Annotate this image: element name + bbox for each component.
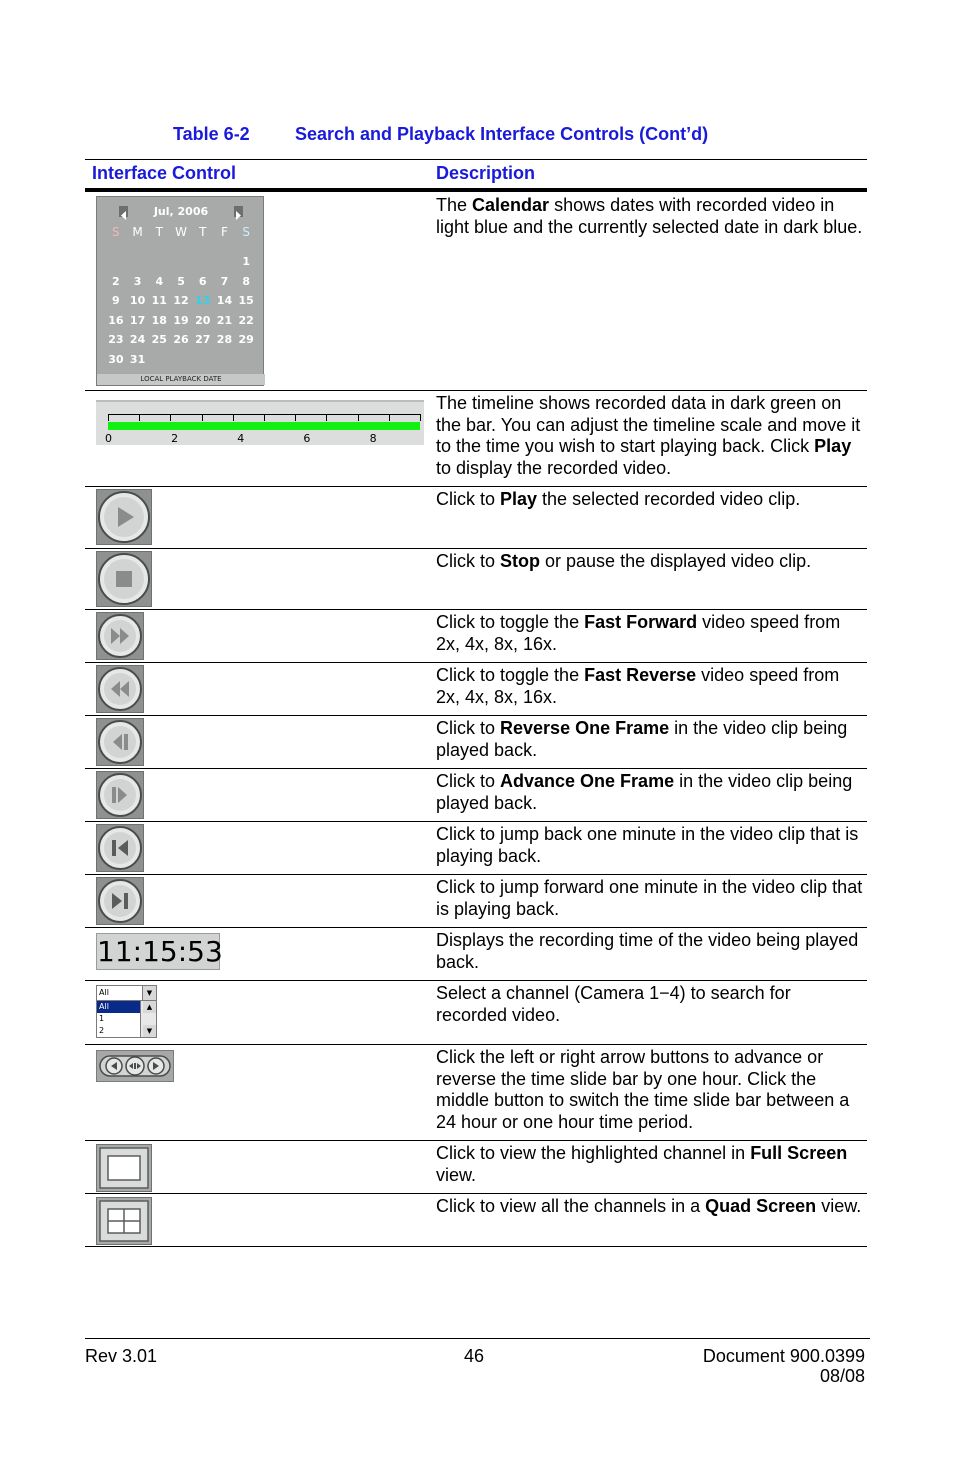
timeline-tick — [389, 414, 390, 421]
calendar-day[interactable]: 18 — [151, 313, 167, 327]
dropdown-scrollbar[interactable] — [140, 1001, 156, 1037]
calendar-day[interactable]: 6 — [198, 274, 207, 288]
calendar-week — [105, 294, 257, 307]
calendar-day — [192, 353, 214, 366]
quad-screen-button[interactable] — [96, 1197, 152, 1245]
quad-screen-icon — [97, 1198, 151, 1244]
calendar-week — [105, 255, 257, 268]
channel-select[interactable] — [96, 985, 157, 1038]
recording-time-display — [96, 933, 223, 970]
timeline-tick — [108, 414, 109, 421]
calendar-week — [105, 333, 257, 346]
calendar-day[interactable]: 4 — [155, 274, 164, 288]
full-screen-button[interactable] — [96, 1144, 152, 1192]
calendar-day — [214, 255, 236, 268]
calendar-month: Jul, 2006 — [153, 205, 209, 218]
chevron-down-icon[interactable]: ▼ — [142, 986, 156, 1000]
row-description: Click to toggle the Fast Reverse video speed from 2x, 4x, 8x, 16x. — [436, 665, 840, 707]
row-description: Click to toggle the Fast Forward video speed from 2x, 4x, 8x, 16x. — [436, 612, 841, 654]
calendar-day — [170, 353, 192, 366]
footer-document-number: Document 900.0399 — [702, 1346, 865, 1366]
table-row — [85, 981, 867, 1045]
calendar-day[interactable]: 26 — [173, 333, 189, 346]
calendar-day[interactable]: 8 — [242, 274, 250, 288]
calendar-day[interactable]: 29 — [238, 333, 254, 346]
weekday-label: S — [242, 225, 250, 239]
timeline-tick — [264, 414, 265, 421]
calendar-day[interactable]: 3 — [133, 274, 142, 288]
timeline-widget[interactable] — [96, 400, 424, 445]
skip-forward-button[interactable] — [96, 877, 144, 925]
scroll-up-icon[interactable]: ▲ — [143, 1001, 156, 1013]
timeline-tick — [170, 414, 171, 421]
footer-document — [703, 1346, 865, 1386]
fast-reverse-button[interactable] — [96, 665, 144, 713]
table-row — [85, 1045, 867, 1141]
page-number: 46 — [464, 1346, 485, 1366]
calendar-week — [105, 275, 257, 288]
weekday-label: W — [175, 225, 187, 239]
calendar-day — [148, 255, 170, 268]
calendar-day[interactable]: 28 — [216, 333, 233, 346]
calendar-day — [127, 255, 149, 268]
timeline-label: 6 — [303, 432, 311, 445]
row-description: Click to Play the selected recorded video clip. — [436, 489, 801, 509]
full-screen-icon — [97, 1145, 151, 1191]
table-row — [85, 928, 867, 981]
calendar-day[interactable]: 15 — [238, 294, 254, 307]
calendar-day — [192, 255, 214, 268]
recording-time: 11:15:53 — [97, 935, 223, 968]
row-description: Select a channel (Camera 1−4) to search for recorded video. — [436, 983, 791, 1025]
calendar-footer: LOCAL PLAYBACK DATE — [97, 374, 265, 385]
calendar-day[interactable]: 22 — [238, 313, 254, 327]
calendar-day[interactable]: 9 — [112, 294, 120, 307]
table-row — [85, 487, 867, 549]
calendar-day — [170, 255, 192, 268]
time-slide-control[interactable] — [96, 1050, 174, 1082]
timeline-tick — [139, 414, 140, 421]
row-description: Click to view the highlighted channel in Full Screen view. — [436, 1143, 848, 1185]
advance-one-frame-icon — [97, 772, 143, 818]
table-header — [85, 159, 867, 192]
timeline-tick — [233, 414, 234, 421]
calendar-day[interactable]: 21 — [216, 313, 233, 327]
table-row — [85, 822, 867, 875]
channel-option[interactable]: 2 — [99, 1026, 105, 1035]
timeline-tick — [326, 414, 327, 421]
table-number: Table 6-2 — [173, 124, 250, 144]
skip-back-button[interactable] — [96, 824, 144, 872]
table-row — [85, 391, 867, 487]
play-button[interactable] — [96, 489, 152, 545]
footer-date: 08/08 — [819, 1366, 865, 1386]
calendar-widget[interactable] — [96, 196, 264, 386]
channel-option[interactable]: 1 — [99, 1014, 105, 1023]
channel-option[interactable]: All — [97, 1001, 143, 1013]
header-interface-control: Interface Control — [92, 163, 237, 183]
skip-forward-icon — [97, 878, 143, 924]
time-slide-icon — [97, 1051, 173, 1081]
timeline-tick — [295, 414, 296, 421]
calendar-day[interactable]: 16 — [108, 313, 124, 327]
table-row — [85, 716, 867, 769]
calendar-week — [105, 353, 257, 366]
calendar-day[interactable]: 17 — [129, 313, 146, 327]
calendar-day[interactable]: 5 — [177, 274, 185, 288]
calendar-day — [105, 255, 127, 268]
calendar-day — [235, 353, 257, 366]
row-description: Click to Advance One Frame in the video clip being played back. — [436, 771, 853, 813]
footer-revision: Rev 3.01 — [85, 1346, 158, 1366]
row-description: Click to Stop or pause the displayed video clip. — [436, 551, 812, 571]
calendar-day[interactable]: 1 — [242, 255, 250, 268]
header-description: Description — [436, 163, 536, 183]
table-row — [85, 663, 867, 716]
fast-forward-icon — [97, 613, 143, 659]
calendar-day[interactable]: 23 — [108, 333, 124, 346]
row-description: The timeline shows recorded data in dark green on the bar. You can adjust the timeline scale and move it to the time you wish to start playing back. Click Play to display the recorded video. — [436, 393, 861, 478]
row-description: Click to Reverse One Frame in the video clip being played back. — [436, 718, 848, 760]
weekday-label: T — [199, 225, 207, 239]
calendar-day — [148, 353, 170, 366]
timeline-tick — [358, 414, 359, 421]
table-row — [85, 610, 867, 663]
timeline-tick — [202, 414, 203, 421]
table-row — [85, 192, 867, 391]
weekday-label: S — [112, 225, 120, 239]
timeline-tick — [420, 414, 421, 421]
table-title: Search and Playback Interface Controls (Cont’d) — [295, 124, 709, 144]
weekday-label: M — [132, 225, 143, 239]
timeline-label: 0 — [105, 432, 112, 445]
row-description: Click to jump forward one minute in the video clip that is playing back. — [436, 877, 863, 919]
play-icon — [97, 490, 151, 544]
table-row — [85, 769, 867, 822]
next-month-icon[interactable] — [234, 206, 243, 217]
table-row — [85, 1141, 867, 1194]
calendar-day[interactable]: 13 — [195, 294, 211, 307]
weekday-label: F — [221, 225, 228, 239]
timeline-label: 2 — [171, 432, 179, 445]
row-description: Click the left or right arrow buttons to advance or reverse the time slide bar by one hour. Click the middle button to switch the time slide bar between a 24 hour or one hour time period. — [436, 1047, 850, 1132]
skip-back-icon — [97, 825, 143, 871]
calendar-day[interactable]: 27 — [195, 333, 211, 346]
table-row — [85, 1194, 867, 1247]
calendar-day[interactable]: 2 — [112, 274, 120, 288]
row-description: Click to view all the channels in a Quad Screen view. — [436, 1196, 862, 1216]
calendar-day[interactable]: 19 — [173, 313, 189, 327]
reverse-one-frame-button[interactable] — [96, 718, 144, 766]
calendar-day[interactable]: 30 — [108, 352, 124, 366]
calendar-day[interactable]: 11 — [151, 294, 167, 307]
row-description: Click to jump back one minute in the video clip that is playing back. — [436, 824, 859, 866]
calendar-day[interactable]: 25 — [151, 333, 167, 346]
table-caption — [173, 124, 708, 145]
calendar-weekdays — [105, 225, 257, 239]
fast-reverse-icon — [97, 666, 143, 712]
reverse-one-frame-icon — [97, 719, 143, 765]
timeline-label: 8 — [369, 432, 377, 445]
calendar-day[interactable]: 7 — [220, 274, 229, 288]
table-row — [85, 549, 867, 610]
calendar-day[interactable]: 20 — [195, 313, 211, 327]
timeline-label: 4 — [237, 432, 245, 445]
footer-divider — [85, 1338, 870, 1339]
calendar-week — [105, 314, 257, 327]
weekday-label: T — [155, 225, 163, 239]
advance-one-frame-button[interactable] — [96, 771, 144, 819]
row-description: Displays the recording time of the video being played back. — [436, 930, 859, 972]
calendar-day — [214, 353, 236, 366]
row-description: The Calendar shows dates with recorded video in light blue and the currently selected date in dark blue. — [436, 195, 863, 237]
scroll-down-icon[interactable]: ▼ — [143, 1025, 156, 1037]
stop-icon — [97, 552, 151, 606]
controls-table — [85, 159, 867, 1247]
calendar-day[interactable]: 31 — [129, 352, 146, 366]
calendar-day[interactable]: 14 — [216, 294, 233, 307]
calendar-day[interactable]: 24 — [129, 333, 146, 346]
stop-button[interactable] — [96, 551, 152, 607]
calendar-day[interactable]: 10 — [129, 294, 146, 307]
channel-select-value: All — [99, 988, 109, 997]
timeline-recorded-bar — [108, 422, 420, 430]
fast-forward-button[interactable] — [96, 612, 144, 660]
calendar-day[interactable]: 12 — [173, 294, 189, 307]
table-row — [85, 875, 867, 928]
